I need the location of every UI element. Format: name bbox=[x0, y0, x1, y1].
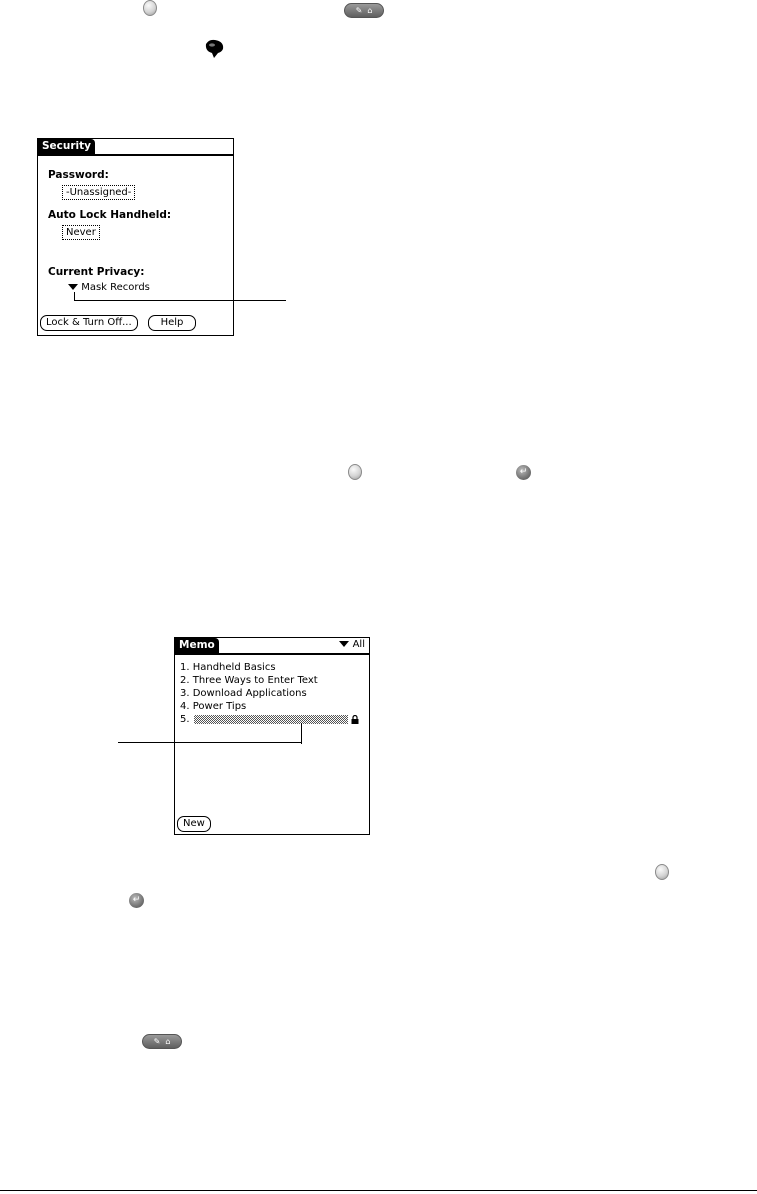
list-item[interactable]: 1. Handheld Basics bbox=[180, 662, 276, 673]
memo-screen bbox=[174, 637, 370, 835]
auto-lock-label: Auto Lock Handheld: bbox=[48, 209, 172, 221]
enter-arrow-icon: ↵ bbox=[516, 465, 531, 480]
masked-item-number: 5. bbox=[180, 714, 190, 725]
category-picker[interactable] bbox=[339, 639, 365, 650]
round-button-icon bbox=[143, 0, 157, 16]
lock-icon bbox=[351, 715, 359, 724]
masked-record bbox=[194, 715, 348, 724]
callout-line bbox=[74, 300, 286, 301]
title-bar bbox=[175, 638, 369, 655]
auto-lock-field[interactable]: Never bbox=[62, 225, 100, 240]
enter-arrow-icon: ↵ bbox=[129, 893, 144, 908]
black-blob-icon bbox=[203, 38, 225, 60]
privacy-value: Mask Records bbox=[81, 282, 150, 293]
category-value: All bbox=[352, 639, 365, 650]
security-screen bbox=[37, 138, 234, 336]
new-button[interactable]: New bbox=[177, 816, 211, 832]
title-bar bbox=[38, 139, 233, 156]
round-button-icon bbox=[348, 464, 362, 480]
password-label: Password: bbox=[48, 169, 109, 181]
privacy-picker[interactable] bbox=[68, 282, 150, 293]
footer-rule bbox=[0, 1190, 757, 1191]
privacy-label: Current Privacy: bbox=[48, 266, 145, 278]
list-item[interactable]: 4. Power Tips bbox=[180, 701, 247, 712]
lock-turn-off-button[interactable]: Lock & Turn Off... bbox=[40, 315, 138, 331]
screen-title: Memo bbox=[175, 638, 219, 653]
callout-line bbox=[118, 742, 301, 743]
pen-home-pill-icon: ✎ ⌂ bbox=[142, 1034, 182, 1049]
screen-title: Security bbox=[38, 139, 95, 154]
list-item[interactable]: 2. Three Ways to Enter Text bbox=[180, 675, 318, 686]
password-field[interactable]: -Unassigned- bbox=[62, 185, 135, 200]
callout-line bbox=[301, 723, 302, 744]
chevron-down-icon bbox=[68, 284, 78, 290]
help-button[interactable]: Help bbox=[148, 315, 196, 331]
round-button-icon bbox=[655, 864, 669, 880]
masked-list-item[interactable] bbox=[180, 713, 359, 726]
pen-home-pill-icon: ✎ ⌂ bbox=[344, 3, 384, 18]
list-item[interactable]: 3. Download Applications bbox=[180, 688, 307, 699]
chevron-down-icon bbox=[339, 641, 349, 647]
